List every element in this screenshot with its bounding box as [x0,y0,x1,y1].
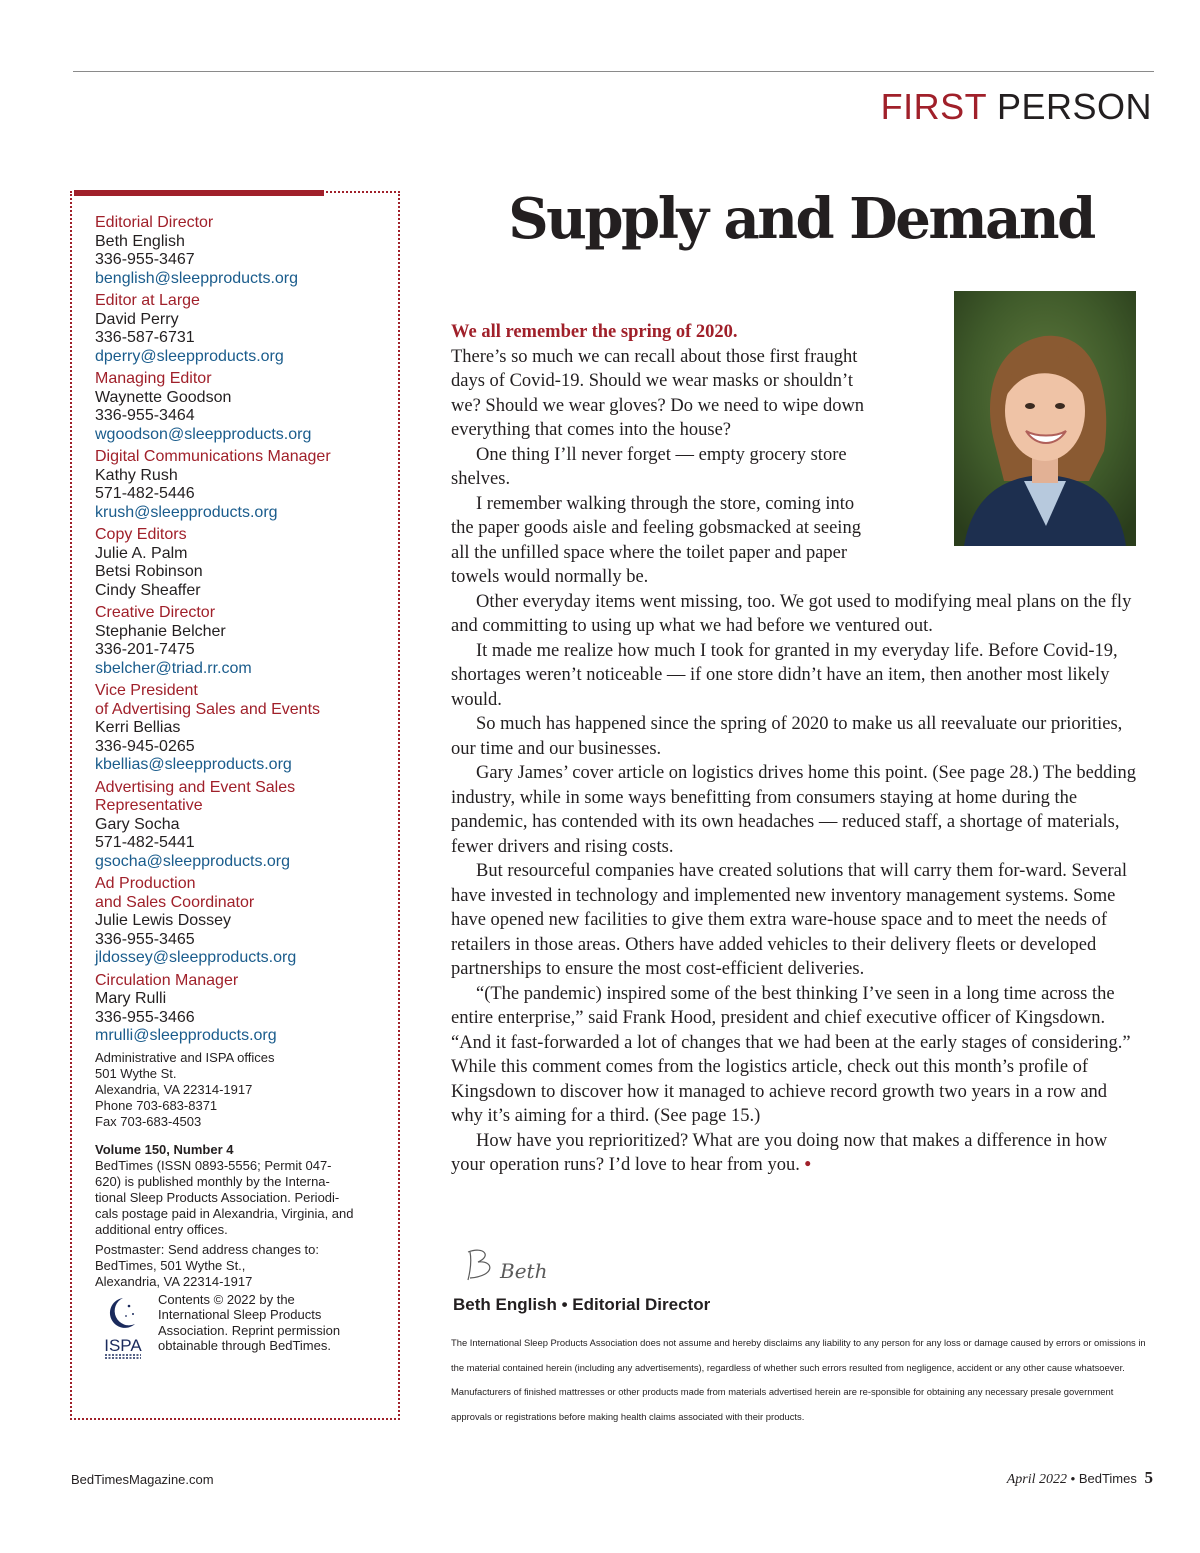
staff-email-link[interactable]: sbelcher@triad.rr.com [95,659,252,677]
staff-name: Julie A. Palm [95,544,188,562]
staff-creative-director [95,604,395,678]
staff-phone: 336-201-7475 [95,641,195,658]
article-line: I remember walking through the store, coming into [476,493,855,514]
staff-name: Beth English [95,232,185,250]
staff-phone: 571-482-5441 [95,834,195,851]
staff-role: Vice President [95,682,198,699]
staff-role: Ad Production [95,875,196,892]
article-paragraph [451,492,919,590]
staff-name: Julie Lewis Dossey [95,912,232,929]
staff-email-link[interactable]: mrulli@sleepproducts.org [95,1027,277,1044]
staff-vice-president [95,682,395,775]
article-line: One thing I’ll never forget — empty grocery store [476,444,847,465]
section-heading [881,86,1152,128]
copyright-line: Contents © 2022 by the [158,1291,295,1307]
masthead-content [95,214,395,1364]
staff-email-link[interactable]: benglish@sleepproducts.org [95,269,299,287]
footer-issue-info [1007,1468,1153,1488]
staff-role: of Advertising Sales and Events [95,700,321,718]
ispa-logo-text: ISPA [104,1335,142,1355]
footer-website-link[interactable]: BedTimesMagazine.com [71,1472,214,1487]
staff-phone: 336-955-3465 [95,930,195,948]
end-mark-icon: • [804,1155,811,1175]
staff-editor-at-large [95,292,395,366]
offices-line: Fax 703-683-4503 [95,1113,202,1129]
article-paragraph: It made me realize how much I took for granted in my everyday life. Before Covid-19, shortages weren’t noticeable — if one store didn’t have an item, then another most likely would. [451,640,1118,710]
staff-ad-production [95,875,395,968]
staff-name: Gary Socha [95,815,180,833]
article-line: There’s so much we can recall about those first fraught [451,346,858,367]
staff-email-link[interactable]: wgoodson@sleepproducts.org [95,425,312,443]
article-paragraph: Gary James’ cover article on logistics drives home this point. (See page 28.) The bedding industry, while in some ways benefitting from consumers staying at home during the pandemic, has contended with its own headaches — reduced staff, a shortage of materials, fewer drivers and rising costs. [451,763,1137,857]
article-title: Supply and Demand [508,186,1094,252]
publication-line: BedTimes (ISSN 0893-5556; Permit 047- [95,1157,332,1173]
article-paragraph: Other everyday items went missing, too. We got used to modifying meal plans on the fly and committing to using up what we had before we ventured out. [451,591,1132,636]
publication-line: cals postage paid in Alexandria, Virginia, and [95,1205,354,1221]
staff-email-link[interactable]: dperry@sleepproducts.org [95,347,284,365]
publication-info [95,1158,395,1238]
staff-phone: 571-482-5446 [95,485,195,502]
volume-number: Volume 150, Number 4 [95,1141,234,1157]
staff-phone: 336-945-0265 [95,737,195,755]
page-number: 5 [1144,1468,1153,1487]
offices-line: 501 Wythe St. [95,1065,177,1081]
staff-phone: 336-955-3467 [95,251,195,268]
article-line: everything that comes into the house? [451,420,731,440]
staff-role: Circulation Manager [95,971,239,989]
article-paragraph: “(The pandemic) inspired some of the best thinking I’ve seen in a long time across the entire enterprise,” said Frank Hood, president and chief executive officer of Kingsdown. “And it fast-forwarded a lot of changes that we had been at the early stages of considering.” While this comment comes from the logistics article, check out this month’s profile of Kingsdown to discover how it managed to achieve record growth two years in a row and why it’s aiming for a third. (See page 15.) [451,983,1131,1126]
staff-copy-editors [95,526,395,600]
staff-role: Digital Communications Manager [95,448,331,465]
article-line: the paper goods aisle and feeling gobsmacked at seeing [451,518,861,538]
staff-managing-editor [95,370,395,444]
staff-name: Cindy Sheaffer [95,581,201,599]
article-body [451,320,1141,1178]
offices-line: Phone 703-683-8371 [95,1097,218,1113]
staff-name: David Perry [95,310,179,328]
staff-role: Editorial Director [95,214,214,231]
staff-phone: 336-587-6731 [95,329,195,346]
staff-name: Waynette Goodson [95,388,232,406]
footer-separator: • [1070,1471,1076,1486]
offices-heading: Administrative and ISPA offices [95,1049,275,1065]
article-paragraph [451,443,919,492]
publication-line: additional entry offices. [95,1221,228,1237]
staff-role: Advertising and Event Sales [95,778,296,796]
postmaster-line: Postmaster: Send address changes to: [95,1241,320,1257]
footer-issue-date: April 2022 [1006,1472,1068,1487]
article-paragraph: But resourceful companies have created solutions that will carry them for-ward. Several have invested in technology and implemented new inventory management systems. Some have opened new facilities to give them extra ware-house space and to meet the needs of retailers in those areas. Others have added vehicles to their delivery fleets or developed partnerships to ensure the most cost-efficient deliveries. [451,861,1128,979]
publication-line: 620) is published monthly by the Interna- [95,1173,330,1189]
postmaster-line: BedTimes, 501 Wythe St., [95,1257,246,1273]
article-paragraph [451,345,919,443]
staff-sales-representative [95,779,395,872]
staff-name: Mary Rulli [95,990,167,1007]
staff-circulation-manager [95,972,395,1046]
ispa-logo-icon [99,1294,147,1362]
staff-phone: 336-955-3466 [95,1008,195,1026]
staff-role: Managing Editor [95,370,212,387]
article-paragraph: So much has happened since the spring of 2020 to make us all reevaluate our priorities, our time and our businesses. [451,714,1123,759]
article-line: towels would normally be. [451,567,649,587]
staff-email-link[interactable]: kbellias@sleepproducts.org [95,756,292,773]
copyright-line: Association. Reprint permission [158,1322,341,1338]
postmaster-line: Alexandria, VA 22314-1917 [95,1273,253,1289]
staff-email-link[interactable]: krush@sleepproducts.org [95,503,278,521]
article-final-text: How have you reprioritized? What are you doing now that makes a difference in how your operation runs? I’d love to hear from you. [451,1130,1108,1175]
masthead-accent-bar [74,190,324,196]
article-paragraph-final [451,1129,1141,1178]
copyright-line: International Sleep Products [158,1307,322,1322]
section-heading-first: FIRST [880,86,987,127]
offices-line: Alexandria, VA 22314-1917 [95,1081,253,1097]
signature-text: Beth [500,1259,548,1283]
staff-email-link[interactable]: gsocha@sleepproducts.org [95,852,291,870]
disclaimer-text: The International Sleep Products Association does not assume and hereby disclaims any liability to any person for any loss or damage caused by errors or omissions in the material contained herein (including any advertisements), regardless of whether such errors resulted from negligence, accident or any other cause whatsoever. Manufacturers of finished mattresses or other products made from materials advertised herein are re-sponsible for obtaining any necessary presale government approvals or registrations before making health claims associated with their products. [451,1337,1146,1422]
staff-name: Kerri Bellias [95,719,181,736]
author-byline: Beth English • Editorial Director [453,1295,711,1314]
staff-editorial-director [95,214,395,288]
staff-role: Representative [95,797,203,814]
postmaster-info [95,1242,395,1290]
staff-role: Copy Editors [95,526,187,543]
publication-line: tional Sleep Products Association. Periodi- [95,1189,340,1205]
copyright-row [95,1292,395,1364]
staff-name: Stephanie Belcher [95,622,226,640]
staff-role: Creative Director [95,604,216,621]
staff-phone: 336-955-3464 [95,407,195,424]
offices-info [95,1050,395,1130]
staff-role: and Sales Coordinator [95,893,255,911]
top-rule [73,71,1154,72]
staff-digital-communications-manager [95,448,395,522]
footer-magazine-name: BedTimes [1078,1471,1137,1486]
article-line: all the unfilled space where the toilet paper and paper [451,542,848,563]
staff-email-link[interactable]: jldossey@sleepproducts.org [95,949,297,966]
article-line: we? Should we wear gloves? Do we need to wipe down [451,395,865,416]
staff-name: Betsi Robinson [95,563,203,580]
masthead-box [70,191,400,1420]
copyright-line: obtainable through BedTimes. [158,1338,331,1353]
article-line: days of Covid-19. Should we wear masks or shouldn’t [451,371,853,391]
signature-image [460,1240,590,1290]
section-heading-person: PERSON [996,86,1152,127]
article-line: shelves. [451,469,511,489]
article-lede: We all remember the spring of 2020. [451,322,738,342]
staff-name: Kathy Rush [95,466,178,484]
staff-role: Editor at Large [95,292,200,309]
copyright-text [158,1292,378,1354]
